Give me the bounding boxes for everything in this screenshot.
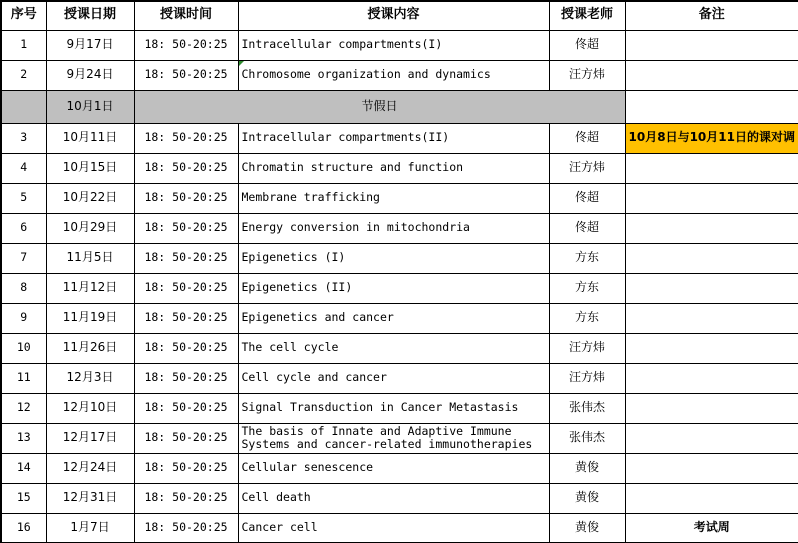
- cell-time: 18: 50-20:25: [134, 153, 238, 183]
- table-row: [1, 393, 798, 423]
- cell-teacher: 方东: [549, 303, 625, 333]
- cell-seq: 13: [1, 423, 46, 453]
- cell-seq: 7: [1, 243, 46, 273]
- header-time: 授课时间: [134, 1, 238, 30]
- cell-teacher: 张伟杰: [549, 423, 625, 453]
- cell-content: [238, 60, 549, 90]
- holiday-row: [1, 90, 798, 123]
- cell-content: Intracellular compartments(II): [238, 123, 549, 153]
- cell-content: Epigenetics (I): [238, 243, 549, 273]
- table-row: [1, 183, 798, 213]
- table-row: [1, 273, 798, 303]
- cell-time: 18: 50-20:25: [134, 333, 238, 363]
- cell-seq: 12: [1, 393, 46, 423]
- cell-content: Cell cycle and cancer: [238, 363, 549, 393]
- cell-content: Signal Transduction in Cancer Metastasis: [238, 393, 549, 423]
- cell-time: 18: 50-20:25: [134, 243, 238, 273]
- cell-seq: [1, 90, 46, 123]
- cell-seq: 1: [1, 30, 46, 60]
- cell-teacher: 黄俊: [549, 483, 625, 513]
- cell-seq: 2: [1, 60, 46, 90]
- cell-date: 12月17日: [46, 423, 134, 453]
- cell-date: 1月7日: [46, 513, 134, 543]
- cell-time: 18: 50-20:25: [134, 183, 238, 213]
- cell-holiday-label: 节假日: [134, 90, 625, 123]
- cell-time: 18: 50-20:25: [134, 393, 238, 423]
- cell-time: 18: 50-20:25: [134, 303, 238, 333]
- cell-seq: 14: [1, 453, 46, 483]
- cell-note: [625, 60, 798, 90]
- cell-teacher: 佟超: [549, 213, 625, 243]
- cell-teacher: 汪方炜: [549, 60, 625, 90]
- cell-teacher: 佟超: [549, 123, 625, 153]
- cell-teacher: 黄俊: [549, 513, 625, 543]
- cell-time: 18: 50-20:25: [134, 423, 238, 453]
- cell-note: [625, 243, 798, 273]
- table-row: [1, 363, 798, 393]
- cell-content: Cell death: [238, 483, 549, 513]
- table-row: [1, 333, 798, 363]
- cell-note: [625, 363, 798, 393]
- header-date: 授课日期: [46, 1, 134, 30]
- cell-teacher: 佟超: [549, 183, 625, 213]
- cell-error-indicator-icon: [239, 61, 244, 66]
- table-row: [1, 123, 798, 153]
- cell-note: [625, 423, 798, 453]
- cell-time: 18: 50-20:25: [134, 123, 238, 153]
- header-row: [1, 1, 798, 30]
- table-row: [1, 303, 798, 333]
- cell-seq: 8: [1, 273, 46, 303]
- cell-date: 9月17日: [46, 30, 134, 60]
- cell-time: 18: 50-20:25: [134, 273, 238, 303]
- header-content: 授课内容: [238, 1, 549, 30]
- cell-date: 10月29日: [46, 213, 134, 243]
- cell-date: 10月1日: [46, 90, 134, 123]
- cell-teacher: 汪方炜: [549, 363, 625, 393]
- cell-seq: 3: [1, 123, 46, 153]
- cell-date: 10月15日: [46, 153, 134, 183]
- cell-note-exam-week: 考试周: [625, 513, 798, 543]
- cell-teacher: 张伟杰: [549, 393, 625, 423]
- cell-note: [625, 213, 798, 243]
- cell-note: [625, 303, 798, 333]
- cell-note: [625, 90, 798, 123]
- cell-content: Membrane trafficking: [238, 183, 549, 213]
- cell-note-highlighted: 10月8日与10月11日的课对调: [625, 123, 798, 153]
- table-row: [1, 243, 798, 273]
- cell-time: 18: 50-20:25: [134, 453, 238, 483]
- table-row: [1, 423, 798, 453]
- cell-date: 10月11日: [46, 123, 134, 153]
- cell-content: Chromatin structure and function: [238, 153, 549, 183]
- cell-teacher: 汪方炜: [549, 333, 625, 363]
- header-note: 备注: [625, 1, 798, 30]
- cell-content: Cellular senescence: [238, 453, 549, 483]
- cell-date: 11月26日: [46, 333, 134, 363]
- cell-note: [625, 453, 798, 483]
- cell-date: 12月31日: [46, 483, 134, 513]
- cell-note: [625, 333, 798, 363]
- cell-seq: 15: [1, 483, 46, 513]
- cell-teacher: 黄俊: [549, 453, 625, 483]
- cell-time: 18: 50-20:25: [134, 483, 238, 513]
- cell-content-text: Chromosome organization and dynamics: [241, 67, 491, 82]
- cell-content: Cancer cell: [238, 513, 549, 543]
- table-row: [1, 60, 798, 90]
- cell-seq: 5: [1, 183, 46, 213]
- table-row: [1, 453, 798, 483]
- cell-note: [625, 273, 798, 303]
- table-row: [1, 30, 798, 60]
- cell-date: 11月19日: [46, 303, 134, 333]
- cell-teacher: 汪方炜: [549, 153, 625, 183]
- table-row: [1, 213, 798, 243]
- cell-date: 9月24日: [46, 60, 134, 90]
- cell-content: Energy conversion in mitochondria: [238, 213, 549, 243]
- cell-date: 12月24日: [46, 453, 134, 483]
- cell-date: 12月10日: [46, 393, 134, 423]
- cell-seq: 11: [1, 363, 46, 393]
- cell-note: [625, 30, 798, 60]
- cell-seq: 6: [1, 213, 46, 243]
- cell-time: 18: 50-20:25: [134, 30, 238, 60]
- cell-seq: 4: [1, 153, 46, 183]
- cell-date: 11月5日: [46, 243, 134, 273]
- cell-time: 18: 50-20:25: [134, 513, 238, 543]
- cell-date: 12月3日: [46, 363, 134, 393]
- cell-teacher: 方东: [549, 273, 625, 303]
- cell-content: Epigenetics and cancer: [238, 303, 549, 333]
- cell-date: 10月22日: [46, 183, 134, 213]
- table-row: [1, 483, 798, 513]
- table-row: [1, 513, 798, 543]
- cell-date: 11月12日: [46, 273, 134, 303]
- cell-content: The cell cycle: [238, 333, 549, 363]
- cell-teacher: 佟超: [549, 30, 625, 60]
- cell-time: 18: 50-20:25: [134, 213, 238, 243]
- cell-content: The basis of Innate and Adaptive Immune Systems and cancer-related immunotherapies: [238, 423, 549, 453]
- cell-seq: 10: [1, 333, 46, 363]
- cell-content: Epigenetics (II): [238, 273, 549, 303]
- table-row: [1, 153, 798, 183]
- cell-note: [625, 153, 798, 183]
- cell-content: Intracellular compartments(I): [238, 30, 549, 60]
- cell-seq: 9: [1, 303, 46, 333]
- header-seq: 序号: [1, 1, 46, 30]
- header-teacher: 授课老师: [549, 1, 625, 30]
- cell-teacher: 方东: [549, 243, 625, 273]
- cell-note: [625, 483, 798, 513]
- cell-time: 18: 50-20:25: [134, 60, 238, 90]
- cell-time: 18: 50-20:25: [134, 363, 238, 393]
- cell-note: [625, 183, 798, 213]
- cell-seq: 16: [1, 513, 46, 543]
- cell-note: [625, 393, 798, 423]
